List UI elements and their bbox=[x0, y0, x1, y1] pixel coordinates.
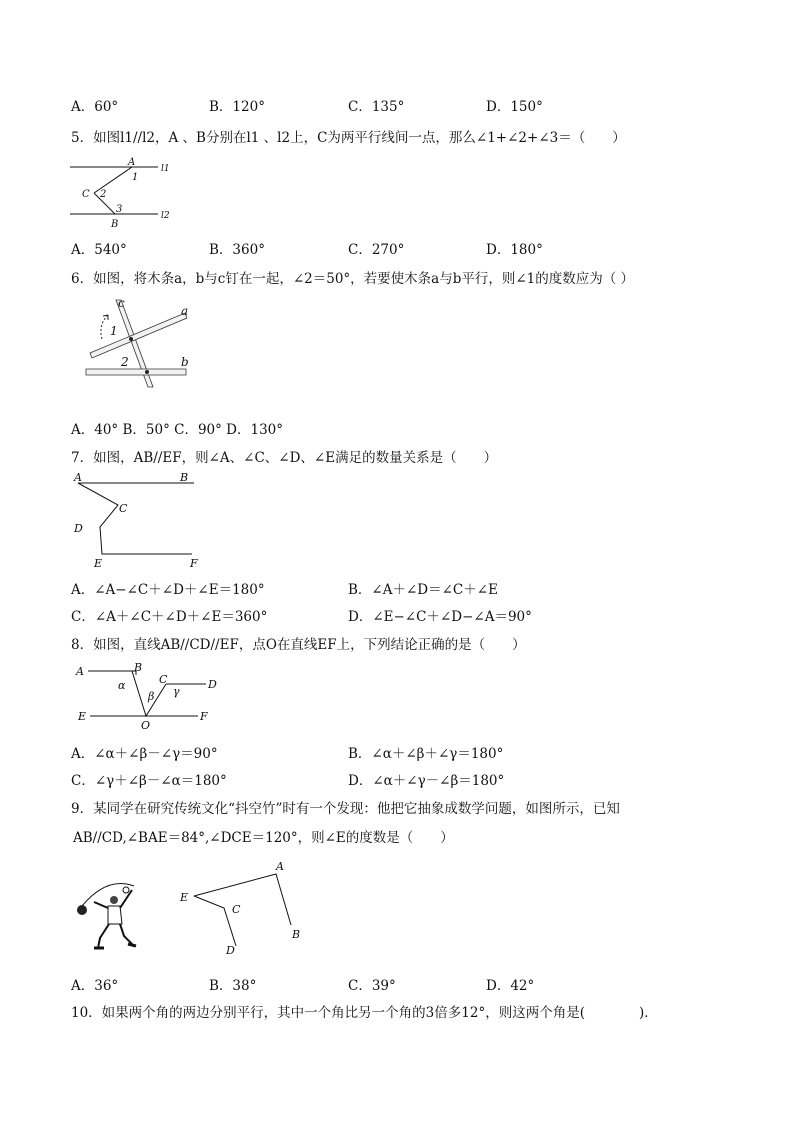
q5-stem: 5．如图l1//l2，A 、B分别在l1 、l2上，C为两平行线间一点，那么∠1+∠2+∠3＝（ ） bbox=[71, 130, 626, 146]
q9-option-d: D．42° bbox=[486, 978, 535, 994]
q9-option-b: B．38° bbox=[209, 978, 257, 994]
q9-stem-line1: 9．某同学在研究传统文化“抖空竹”时有一个发现：他把它抽象成数学问题，如图所示，已知 bbox=[71, 801, 620, 817]
q6-label-a: a bbox=[181, 304, 189, 318]
q8-label-gamma: γ bbox=[173, 685, 180, 698]
q8-label-a: A bbox=[76, 665, 84, 678]
q7-figure bbox=[70, 470, 210, 570]
q9-figure bbox=[176, 855, 316, 960]
q8-option-b: B．∠α＋∠β＋∠γ＝180° bbox=[348, 746, 504, 762]
q9-label-b: B bbox=[292, 928, 301, 941]
q9-label-e: E bbox=[180, 891, 189, 904]
q9-label-c: C bbox=[232, 903, 241, 916]
q8-option-c: C．∠γ＋∠β－∠α＝180° bbox=[71, 773, 227, 789]
q7-option-b: B．∠A＋∠D＝∠C＋∠E bbox=[348, 582, 498, 598]
q5-label-2: 2 bbox=[100, 189, 107, 200]
q7-option-c: C．∠A＋∠C＋∠D＋∠E＝360° bbox=[71, 609, 268, 625]
q5-option-b: B．360° bbox=[209, 242, 265, 258]
q8-label-d: D bbox=[208, 678, 217, 691]
q7-label-b: B bbox=[180, 471, 189, 484]
q7-label-c: C bbox=[119, 502, 128, 515]
q7-label-a: A bbox=[74, 471, 82, 484]
q9-label-d: D bbox=[226, 944, 235, 957]
q8-label-alpha: α bbox=[118, 679, 126, 692]
q8-stem: 8．如图，直线AB//CD//EF，点O在直线EF上，下列结论正确的是（ ） bbox=[71, 637, 526, 653]
q6-label-c: c bbox=[118, 296, 125, 310]
q5-label-l2: l2 bbox=[161, 211, 170, 221]
q5-figure bbox=[70, 155, 180, 235]
q7-option-d: D．∠E−∠C＋∠D−∠A＝90° bbox=[348, 609, 532, 625]
q8-option-a: A．∠α＋∠β－∠γ＝90° bbox=[71, 746, 218, 762]
q6-label-b: b bbox=[181, 355, 189, 369]
diabolo-player-illustration bbox=[72, 878, 142, 958]
q5-label-b: B bbox=[111, 219, 119, 230]
q6-figure bbox=[80, 295, 200, 390]
q9-label-a: A bbox=[276, 860, 284, 873]
q6-label-2: 2 bbox=[121, 355, 129, 369]
q8-label-f: F bbox=[200, 710, 208, 723]
q7-label-d: D bbox=[74, 522, 83, 535]
q9-stem-line2: AB//CD,∠BAE＝84°,∠DCE＝120°，则∠E的度数是（ ） bbox=[73, 830, 454, 846]
q4-option-c: C．135° bbox=[348, 99, 405, 115]
q6-stem: 6．如图，将木条a，b与c钉在一起，∠2＝50°，若要使木条a与b平行，则∠1的度数应为（ ） bbox=[71, 271, 635, 287]
q8-label-o: O bbox=[141, 719, 151, 732]
q7-label-e: E bbox=[94, 557, 103, 570]
q9-option-c: C．39° bbox=[348, 978, 396, 994]
q8-figure bbox=[70, 658, 230, 738]
q6-options: A．40° B．50° C．90° D．130° bbox=[71, 422, 283, 438]
q5-option-c: C．270° bbox=[348, 242, 405, 258]
q5-label-3: 3 bbox=[116, 204, 123, 215]
q8-label-e: E bbox=[78, 710, 87, 723]
q4-option-d: D．150° bbox=[486, 99, 543, 115]
q4-option-b: B．120° bbox=[209, 99, 265, 115]
q7-stem: 7．如图，AB//EF，则∠A、∠C、∠D、∠E满足的数量关系是（ ） bbox=[71, 450, 498, 466]
q5-label-1: 1 bbox=[132, 172, 139, 183]
q5-label-a: A bbox=[128, 157, 136, 168]
q6-label-1: 1 bbox=[110, 324, 118, 338]
q8-label-c: C bbox=[159, 673, 168, 686]
q5-label-c: C bbox=[82, 189, 90, 200]
q5-option-d: D．180° bbox=[486, 242, 543, 258]
q9-option-a: A．36° bbox=[71, 978, 119, 994]
q8-option-d: D．∠α＋∠γ－∠β＝180° bbox=[348, 773, 505, 789]
q8-label-b: B bbox=[134, 661, 143, 674]
q8-label-beta: β bbox=[148, 690, 155, 703]
q5-label-l1: l1 bbox=[161, 164, 170, 174]
q7-label-f: F bbox=[190, 557, 198, 570]
q5-option-a: A．540° bbox=[71, 242, 127, 258]
q10-stem: 10．如果两个角的两边分别平行，其中一个角比另一个角的3倍多12°，则这两个角是( )． bbox=[71, 1005, 658, 1021]
q4-option-a: A．60° bbox=[71, 99, 119, 115]
q7-option-a: A．∠A−∠C＋∠D＋∠E＝180° bbox=[71, 582, 265, 598]
